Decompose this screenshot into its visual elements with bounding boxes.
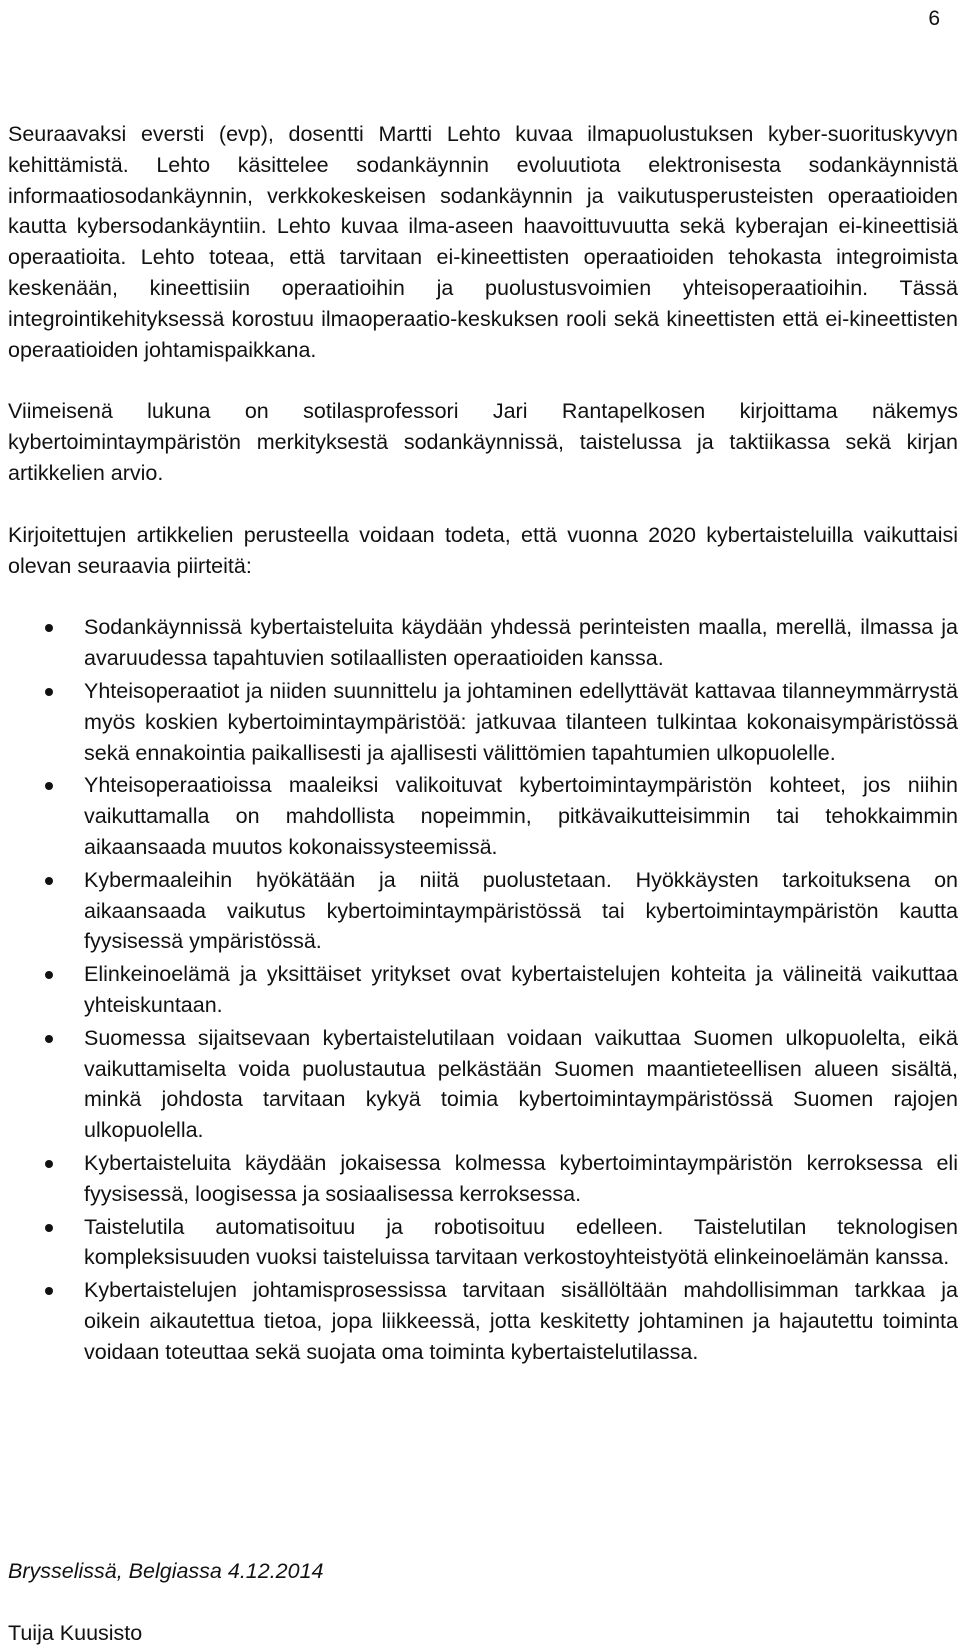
list-item: Yhteisoperaatioissa maaleiksi valikoituvat kybertoimintaympäristön kohteet, jos niihin vaikuttamalla on mahdollista nopeimmin, pitkävaikutteisimmin tai tehokkaimmin aikaansaada muutos kokonaissysteemissä. bbox=[8, 770, 958, 862]
document-page bbox=[8, 0, 958, 1652]
signature-place-date: Brysselissä, Belgiassa 4.12.2014 bbox=[8, 1559, 324, 1583]
bullet-icon bbox=[45, 1287, 53, 1295]
document-body bbox=[8, 119, 958, 1398]
bullet-icon bbox=[45, 971, 53, 979]
bullet-icon bbox=[45, 877, 53, 885]
bullet-icon bbox=[45, 624, 53, 632]
paragraph-intro-features: Kirjoitettujen artikkelien perusteella voidaan todeta, että vuonna 2020 kybertaisteluilla vaikuttaisi olevan seuraavia piirteitä: bbox=[8, 522, 958, 578]
list-item: Elinkeinoelämä ja yksittäiset yritykset ovat kybertaistelujen kohteita ja välineitä vaikuttaa yhteiskuntaan. bbox=[8, 959, 958, 1021]
list-item: Sodankäynnissä kybertaisteluita käydään yhdessä perinteisten maalla, merellä, ilmassa ja avaruudessa tapahtuvien sotilaallisten operaatioiden kanssa. bbox=[8, 612, 958, 674]
bullet-icon bbox=[45, 1224, 53, 1232]
list-item: Suomessa sijaitsevaan kybertaistelutilaan voidaan vaikuttaa Suomen ulkopuolelta, eikä vaikuttamiselta voida puolustautua pelkästään Suomen maantieteellisen alueen sisältä, minkä johdosta tarvitaan kykyä toimia kybertoimintaympäristössä Suomen rajojen ulkopuolella. bbox=[8, 1023, 958, 1146]
paragraph-rantapelkonen: Viimeisenä lukuna on sotilasprofessori Jari Rantapelkosen kirjoittama näkemys kybertoimintaympäristön merkityksestä sodankäynnissä, taistelussa ja taktiikassa sekä kirjan artikkelien arvio. bbox=[8, 399, 958, 485]
list-item: Kybertaisteluita käydään jokaisessa kolmessa kybertoimintaympäristön kerroksessa eli fyysisessä, loogisessa ja sosiaalisessa kerroksessa. bbox=[8, 1148, 958, 1210]
feature-list bbox=[8, 612, 958, 1367]
signature-name: Tuija Kuusisto bbox=[8, 1621, 143, 1645]
list-item: Yhteisoperaatiot ja niiden suunnittelu ja johtaminen edellyttävät kattavaa tilanneymmärrystä myös koskien kybertoimintaympäristöä: jatkuvaa tilanteen tulkintaa kokonaisympäristössä sekä ennakointia paikallisesti ja ajallisesti välittömien tapahtumien ulkopuolelle. bbox=[8, 676, 958, 768]
bullet-icon bbox=[45, 1160, 53, 1168]
list-item: Kybermaaleihin hyökätään ja niitä puolustetaan. Hyökkäysten tarkoituksena on aikaansaada vaikutus kybertoimintaympäristössä tai kybertoimintaympäristön kautta fyysisessä ympäristössä. bbox=[8, 865, 958, 957]
page-number: 6 bbox=[928, 7, 940, 30]
list-item: Taistelutila automatisoituu ja robotisoituu edelleen. Taistelutilan teknologisen kompleksisuuden vuoksi taisteluissa tarvitaan verkostoyhteistyötä elinkeinoelämän kanssa. bbox=[8, 1212, 958, 1274]
bullet-icon bbox=[45, 1035, 53, 1043]
bullet-icon bbox=[45, 782, 53, 790]
bullet-icon bbox=[45, 688, 53, 696]
paragraph-lehto: Seuraavaksi eversti (evp), dosentti Martti Lehto kuvaa ilmapuolustuksen kyber-suorituskyvyn kehittämistä. Lehto käsittelee sodankäynnin evoluutiota elektronisesta sodankäynnistä informaatiosodankäynnin, verkkokeskeisen sodankäynnin ja vaikutusperusteisten operaatioiden kautta kybersodankäyntiin. Lehto kuvaa ilma-aseen haavoittuvuutta sekä kyberajan ei-kineettisiä operaatioita. Lehto toteaa, että tarvitaan ei-kineettisten operaatioiden tehokasta integroimista keskenään, kineettisiin operaatioihin ja puolustusvoimien yhteisoperaatioihin. Tässä integrointikehityksessä korostuu ilmaoperaatio-keskuksen rooli sekä kineettisten että ei-kineettisten operaatioiden johtamispaikkana. bbox=[8, 122, 958, 362]
list-item: Kybertaistelujen johtamisprosessissa tarvitaan sisällöltään mahdollisimman tarkkaa ja oikein aikautettua tietoa, jopa liikkeessä, jotta keskitetty johtaminen ja hajautettu toiminta voidaan toteuttaa sekä suojata oma toiminta kybertaistelutilassa. bbox=[8, 1275, 958, 1367]
